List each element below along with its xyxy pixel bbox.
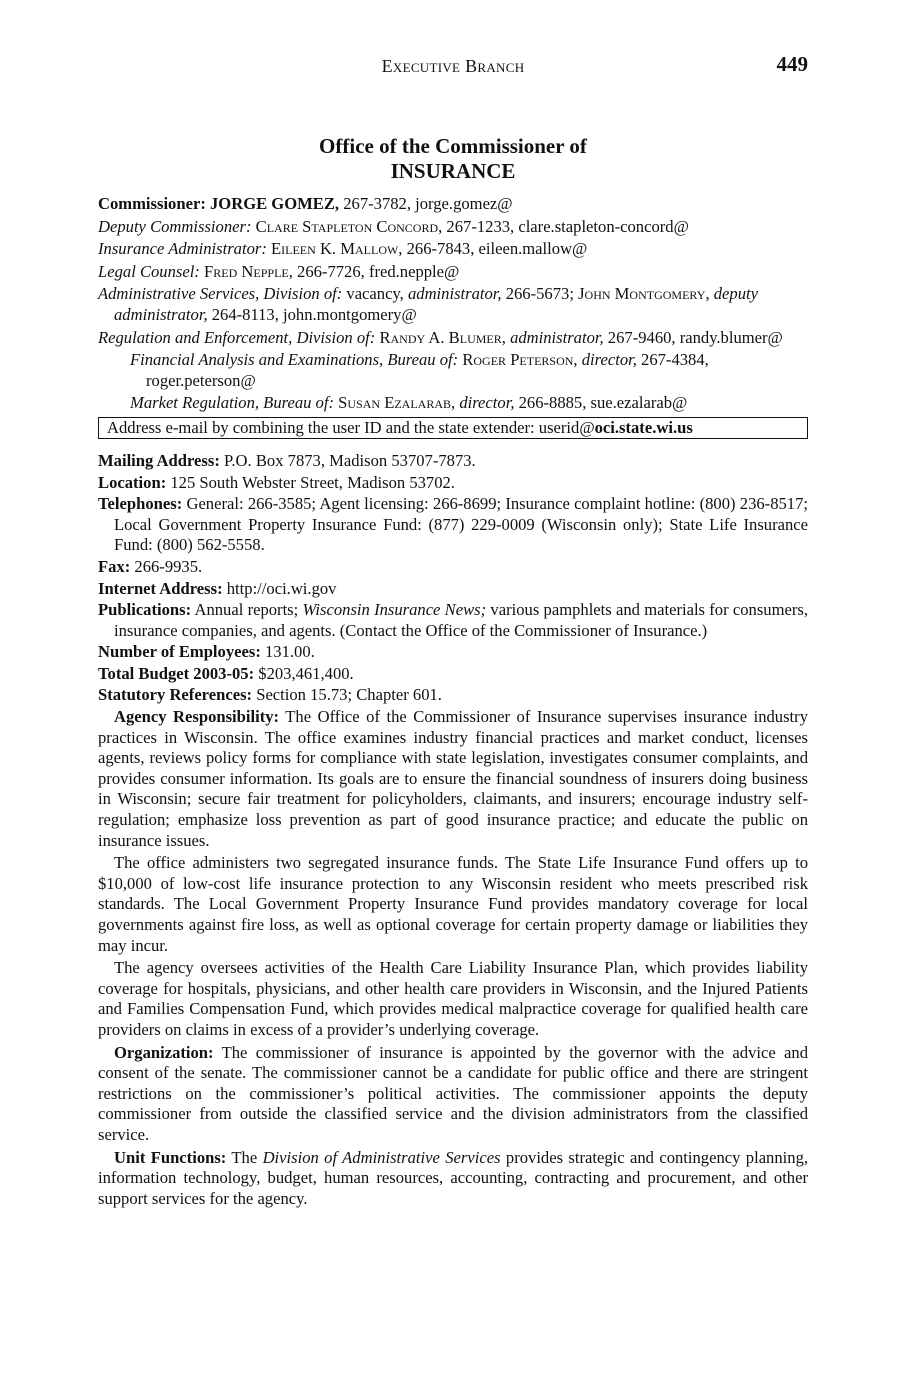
regulation-role: administrator,: [510, 327, 604, 347]
market-bureau-name: Susan Ezalarab,: [338, 393, 456, 413]
telephones-label: Telephones:: [98, 494, 183, 514]
admin-services-label: Administrative Services, Division of:: [98, 284, 343, 304]
fax: [98, 557, 808, 578]
unit-functions-pre: The: [226, 1147, 263, 1167]
unit-functions-label: Unit Functions:: [114, 1147, 227, 1167]
email-notice-domain: oci.state.wi.us: [594, 417, 693, 437]
publications: [98, 600, 808, 641]
financial-bureau-name: Roger Peterson,: [462, 350, 578, 370]
regulation-label: Regulation and Enforcement, Division of:: [98, 327, 376, 347]
email-notice-box: [98, 417, 808, 439]
mailing-address-value: P.O. Box 7873, Madison 53707-7873.: [219, 450, 476, 470]
unit-functions-division: Division of Administrative Services: [262, 1147, 501, 1167]
location: [98, 473, 808, 494]
counsel-name: Fred Nepple,: [204, 261, 293, 281]
administrator-label: Insurance Administrator:: [98, 239, 267, 259]
internet-address-label: Internet Address:: [98, 578, 223, 598]
deputy-label: Deputy Commissioner:: [98, 216, 252, 236]
agency-responsibility-paragraph: [98, 707, 808, 851]
admin-services-entry: [98, 284, 808, 325]
admin-services-deputy-name: John Montgomery,: [578, 284, 710, 304]
unit-functions-post: provides strategic and contingency planning, information technology, budget, human resources, accounting, contracting and procurement, and other support services for the agency.: [98, 1147, 809, 1208]
administrator-contact: 266-7843, eileen.mallow@: [402, 239, 588, 259]
funds-paragraph: [98, 853, 808, 956]
market-bureau-contact: 266-8885, sue.ezalarab@: [514, 393, 688, 413]
organization-text: The commissioner of insurance is appointed by the governor with the advice and consent of the senate. The commissioner cannot be a candidate for public office and there are stringent restrictions on the commissioner’s political activities. The commissioner appoints the deputy commissioner from outside the classified service and the division administrators from the classified service.: [98, 1042, 808, 1144]
publications-label: Publications:: [98, 600, 192, 620]
internet-address-value: http://oci.wi.gov: [222, 578, 337, 598]
location-value: 125 South Webster Street, Madison 53702.: [166, 472, 455, 492]
oversight-paragraph: [98, 958, 808, 1040]
telephones: [98, 494, 808, 556]
counsel-entry: [98, 262, 808, 283]
section-name: Executive Branch: [381, 56, 525, 76]
admin-services-deputy-contact: 264-8113, john.montgomery@: [207, 304, 417, 324]
funds-text: The office administers two segregated insurance funds. The State Life Insurance Fund offers up to $10,000 of low-cost life insurance protection to any Wisconsin resident who meets prescribed risk standards. The Local Government Property Insurance Fund provides mandatory coverage for local governments against fire loss, as well as optional coverage for certain property damage or liabilities they may incur.: [98, 853, 808, 955]
mailing-address: [98, 451, 808, 472]
employees-label: Number of Employees:: [98, 642, 261, 662]
publications-post: various pamphlets and materials for consumers, insurance companies, and agents. (Contact the Office of the Commissioner of Insurance.): [114, 600, 808, 640]
market-bureau-label: Market Regulation, Bureau of:: [130, 393, 334, 413]
counsel-label: Legal Counsel:: [98, 261, 200, 281]
agency-responsibility-label: Agency Responsibility:: [114, 707, 280, 727]
publications-pre: Annual reports;: [191, 600, 303, 620]
internet-address: [98, 579, 808, 600]
regulation-entry: [98, 328, 808, 349]
page-title: [98, 134, 808, 184]
budget-label: Total Budget 2003-05:: [98, 663, 255, 683]
fax-value: 266-9935.: [130, 556, 203, 576]
unit-functions-paragraph: [98, 1148, 808, 1210]
organization-label: Organization:: [114, 1042, 214, 1062]
publications-title: Wisconsin Insurance News;: [302, 600, 487, 620]
statutory-references: [98, 685, 808, 706]
admin-services-role: administrator,: [407, 284, 502, 304]
location-label: Location:: [98, 472, 167, 492]
commissioner-name: JORGE GOMEZ,: [210, 194, 340, 213]
admin-services-vacancy: vacancy,: [342, 284, 408, 304]
number-of-employees: [98, 642, 808, 663]
commissioner-contact: 267-3782, jorge.gomez@: [339, 194, 513, 213]
administrator-entry: [98, 239, 808, 260]
commissioner-entry: [98, 194, 808, 215]
admin-services-deputy-role: deputy administrator,: [114, 284, 758, 324]
market-bureau-entry: [98, 393, 808, 414]
deputy-name: Clare Stapleton Concord,: [255, 216, 443, 236]
financial-bureau-label: Financial Analysis and Examinations, Bureau of:: [130, 350, 459, 370]
running-head: [98, 52, 808, 80]
financial-bureau-role: director,: [581, 350, 637, 370]
commissioner-label: Commissioner:: [98, 194, 206, 213]
regulation-name: Randy A. Blumer,: [379, 327, 506, 347]
admin-services-phone: 266-5673;: [501, 284, 579, 304]
deputy-contact: 267-1233, clare.stapleton-concord@: [442, 216, 689, 236]
content: [98, 194, 808, 1210]
telephones-value: General: 266-3585; Agent licensing: 266-8699; Insurance complaint hotline: (800) 236-8517; Local Government Property Insurance Fund: (877) 229-0009 (Wisconsin only); State Life Insurance Fund: (800) 562-5558.: [114, 494, 808, 555]
budget-value: $203,461,400.: [254, 663, 354, 683]
statutes-label: Statutory References:: [98, 685, 253, 705]
financial-bureau-entry: [98, 350, 808, 391]
mailing-address-label: Mailing Address:: [98, 450, 220, 470]
agency-responsibility-text: The Office of the Commissioner of Insurance supervises insurance industry practices in Wisconsin. The office examines industry financial practices and market conduct, licenses agents, reviews policy forms for compliance with state legislation, investigates consumer complaints, and provides consumer information. Its goals are to ensure the financial soundness of insurers doing business in Wisconsin; secure fair treatment for policyholders, claimants, and insurers; encourage industry self-regulation; emphasize loss prevention as part of good insurance practice; and educate the public on insurance issues.: [98, 707, 808, 850]
organization-paragraph: [98, 1043, 808, 1146]
fax-label: Fax:: [98, 556, 131, 576]
statutes-value: Section 15.73; Chapter 601.: [252, 685, 442, 705]
market-bureau-role: director,: [459, 393, 515, 413]
administrator-name: Eileen K. Mallow,: [271, 239, 403, 259]
counsel-contact: 266-7726, fred.nepple@: [292, 261, 460, 281]
title-line-2: INSURANCE: [390, 159, 516, 183]
page-number: 449: [776, 52, 808, 76]
employees-value: 131.00.: [260, 642, 315, 662]
financial-bureau-contact: 267-4384, roger.peterson@: [146, 350, 709, 390]
title-line-1: Office of the Commissioner of: [319, 134, 587, 158]
regulation-contact: 267-9460, randy.blumer@: [603, 327, 783, 347]
email-notice-text: Address e-mail by combining the user ID and the state extender: userid@: [107, 417, 595, 437]
total-budget: [98, 664, 808, 685]
deputy-entry: [98, 217, 808, 238]
oversight-text: The agency oversees activities of the Health Care Liability Insurance Plan, which provides liability coverage for hospitals, physicians, and other health care providers in Wisconsin, and the Injured Patients and Families Compensation Fund, which provides medical malpractice coverage for qualified health care providers on claims in excess of a provider’s underlying coverage.: [98, 958, 808, 1039]
